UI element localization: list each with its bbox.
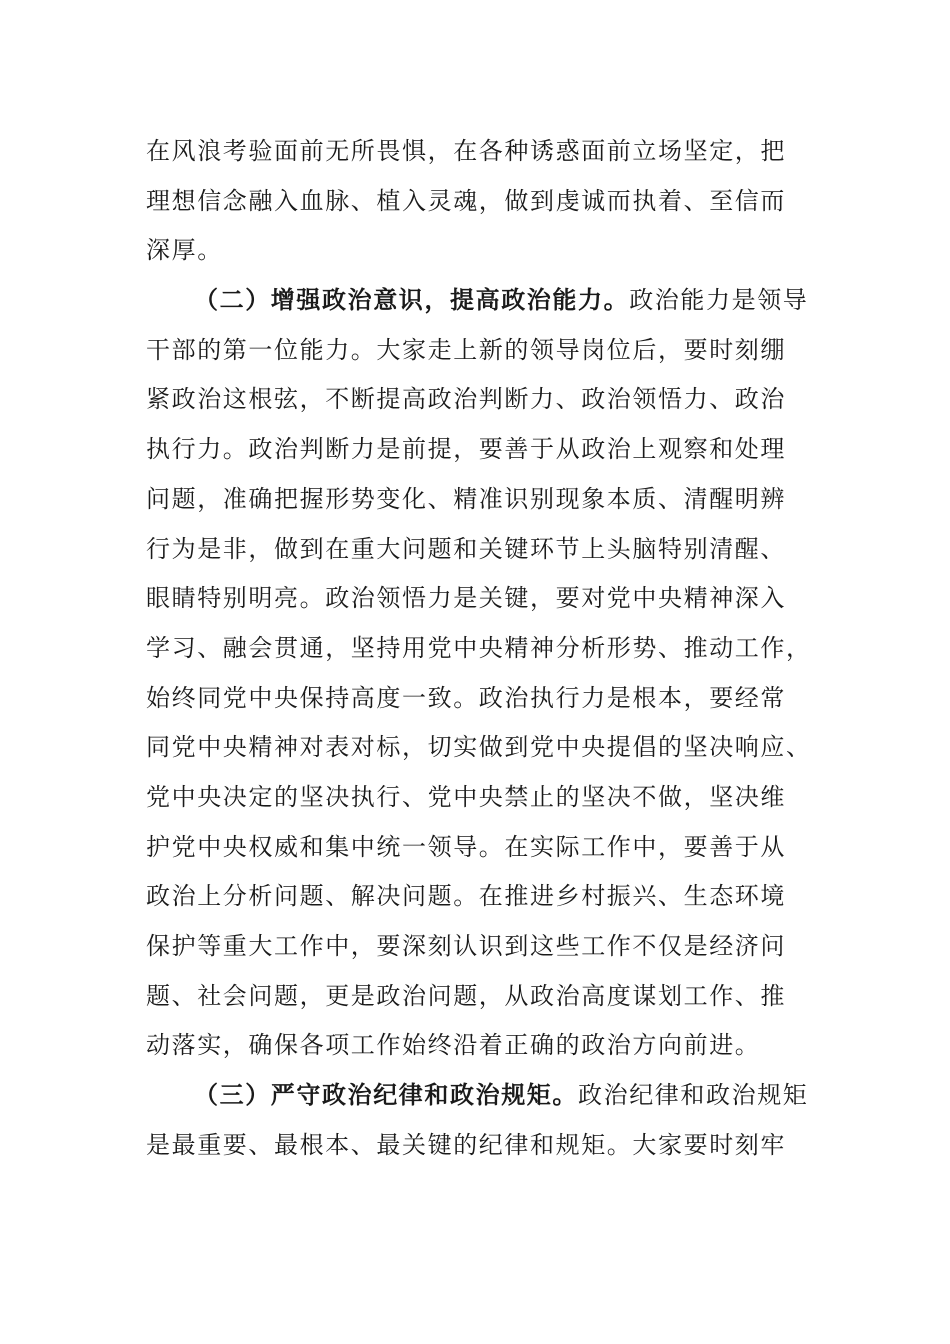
text-line: 政治上分析问题、解决问题。在推进乡村振兴、生态环境 — [146, 882, 786, 911]
text-line: 保护等重大工作中，要深刻认识到这些工作不仅是经济问 — [146, 932, 786, 960]
document-body — [146, 127, 812, 1170]
section-heading-2: （二）增强政治意识，提高政治能力。 — [194, 286, 630, 315]
paragraph-1 — [146, 127, 798, 276]
text-line: 题、社会问题，更是政治问题，从政治高度谋划工作、推 — [146, 981, 786, 1010]
section-heading-3: （三）严守政治纪律和政治规矩。 — [194, 1081, 578, 1110]
text-run: 政治纪律和政治规矩 — [578, 1081, 809, 1110]
text-line: 理想信念融入血脉、植入灵魂，做到虔诚而执着、至信而 — [146, 186, 786, 215]
text-line: 同党中央精神对表对标，切实做到党中央提倡的坚决响应、 — [146, 733, 812, 762]
text-line: 眼睛特别明亮。政治领悟力是关键，要对党中央精神深入 — [146, 584, 786, 613]
text-line: 党中央决定的坚决执行、党中央禁止的坚决不做，坚决维 — [146, 782, 786, 811]
text-run: 政治能力是领导 — [629, 286, 809, 315]
text-line: 执行力。政治判断力是前提，要善于从政治上观察和处理 — [146, 435, 786, 464]
paragraph-2 — [146, 276, 812, 1071]
paragraph-first-line — [146, 276, 809, 326]
text-line: 动落实，确保各项工作始终沿着正确的政治方向前进。 — [146, 1031, 761, 1060]
text-line: 始终同党中央保持高度一致。政治执行力是根本，要经常 — [146, 683, 786, 712]
text-line: 在风浪考验面前无所畏惧，在各种诱惑面前立场坚定，把 — [146, 137, 786, 165]
text-line: 紧政治这根弦，不断提高政治判断力、政治领悟力、政治 — [146, 385, 786, 414]
paragraph-first-line — [146, 1071, 809, 1121]
text-line: 护党中央权威和集中统一领导。在实际工作中，要善于从 — [146, 832, 786, 861]
text-line: 干部的第一位能力。大家走上新的领导岗位后，要时刻绷 — [146, 335, 786, 364]
text-line: 问题，准确把握形势变化、精准识别现象本质、清醒明辨 — [146, 484, 786, 513]
text-line: 行为是非，做到在重大问题和关键环节上头脑特别清醒、 — [146, 534, 786, 563]
paragraph-3 — [146, 1071, 809, 1170]
text-line: 深厚。 — [146, 236, 223, 265]
text-line: 学习、融会贯通，坚持用党中央精神分析形势、推动工作， — [146, 633, 812, 662]
text-line: 是最重要、最根本、最关键的纪律和规矩。大家要时刻牢 — [146, 1130, 786, 1159]
